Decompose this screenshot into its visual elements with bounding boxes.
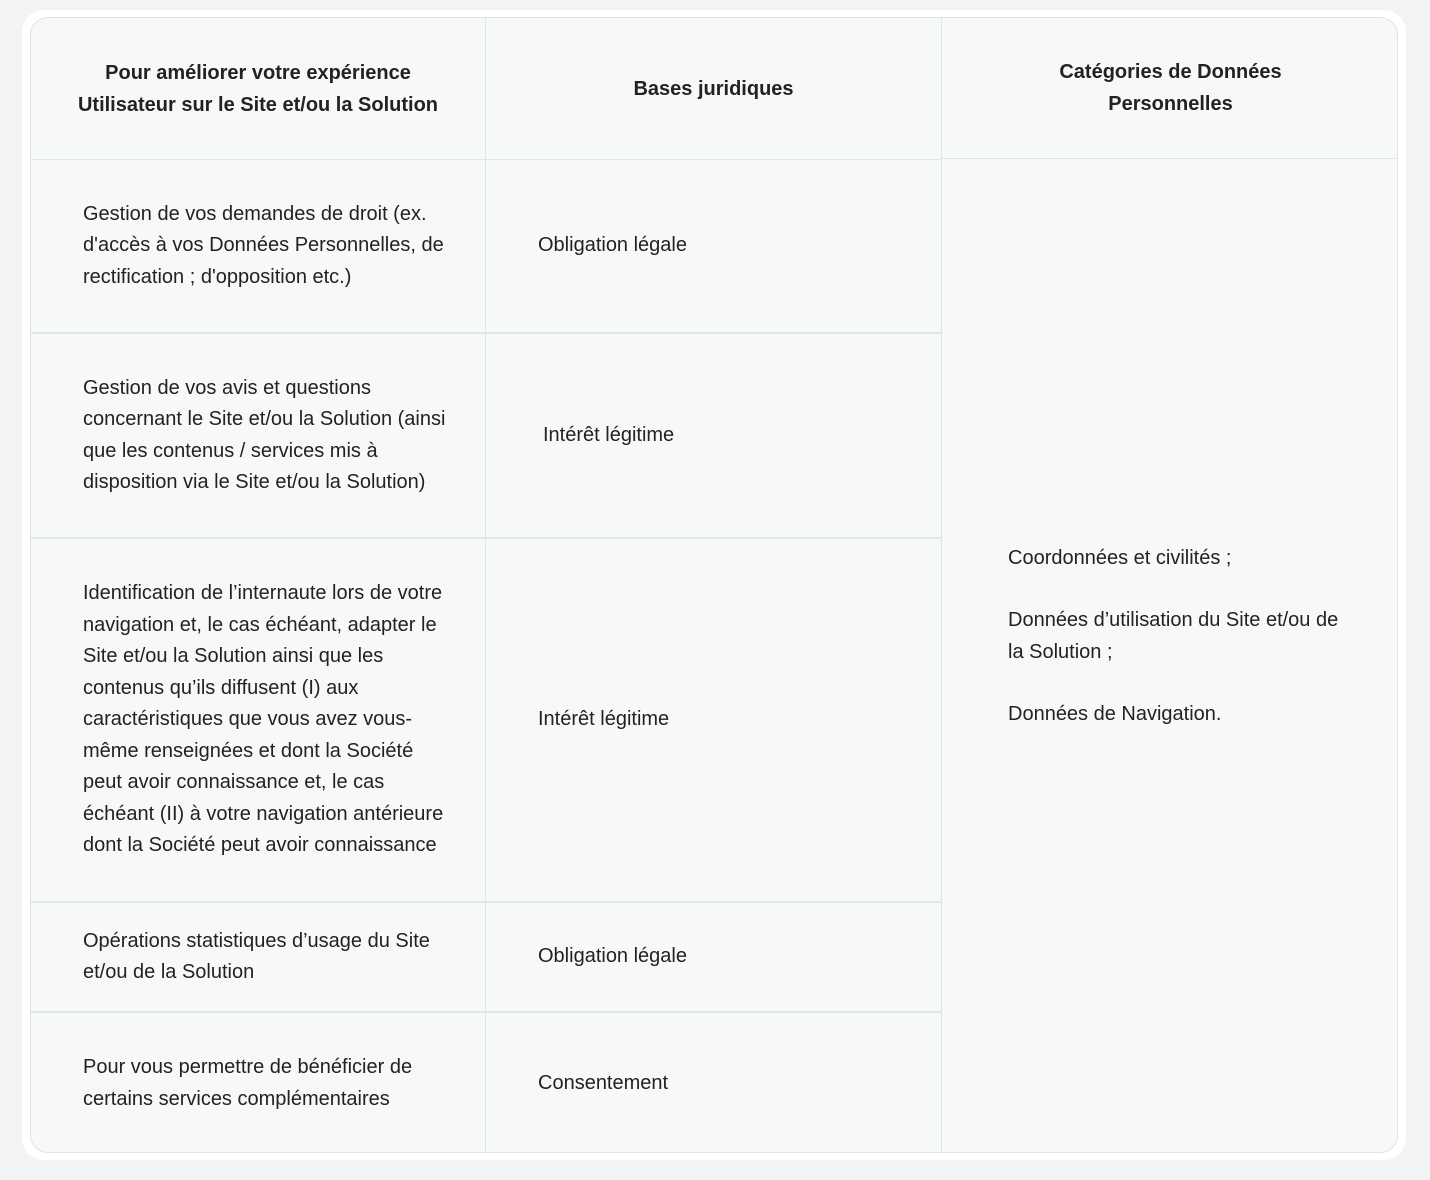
header-purpose-label: Pour améliorer votre expérience Utilisateur sur le Site et/ou la Solution — [77, 61, 439, 116]
table-row-purpose — [31, 160, 485, 332]
table-row-legal-basis — [486, 334, 941, 537]
header-purpose — [31, 18, 485, 159]
purpose-text: Gestion de vos avis et questions concernant le Site et/ou la Solution (ainsi que les contenus / services mis à disposition via le Site et/ou la Solution) — [83, 376, 446, 493]
legal-basis-text: Consentement — [538, 1071, 669, 1094]
table-row-purpose — [31, 1013, 485, 1153]
table-row-purpose — [31, 903, 485, 1011]
data-category-item: Coordonnées et civilités ; — [1008, 546, 1232, 569]
purpose-text: Pour vous permettre de bénéficier de certains services complémentaires — [83, 1056, 413, 1110]
header-data-categories-label: Catégories de Données Personnelles — [1059, 61, 1282, 115]
header-data-categories — [942, 18, 1398, 158]
legal-basis-text: Obligation légale — [538, 945, 687, 968]
legal-basis-text: Obligation légale — [538, 234, 687, 257]
table-row-purpose — [31, 334, 485, 537]
legal-basis-text: Intérêt légitime — [543, 423, 675, 446]
header-legal-basis-label: Bases juridiques — [633, 77, 794, 100]
table-row-purpose — [31, 539, 485, 901]
table-row-legal-basis — [486, 160, 941, 332]
data-category-item: Données d’utilisation du Site et/ou de la Solution ; — [1008, 609, 1339, 663]
header-legal-basis — [486, 18, 941, 159]
data-category-item: Données de Navigation. — [1008, 703, 1222, 725]
table-row-legal-basis — [486, 903, 941, 1011]
purpose-text: Identification de l’internaute lors de votre navigation et, le cas échéant, adapter le Site et/ou la Solution ainsi que les contenus qu’ils diffusent (I) aux caractéristiques que vous avez vous-même renseignées et dont la Société peut avoir connaissance et, le cas échéant (II) à votre navigation antérieure dont la Société peut avoir connaissance — [83, 582, 444, 857]
content-card — [22, 10, 1406, 1160]
table-row-legal-basis — [486, 539, 941, 901]
purpose-text: Opérations statistiques d’usage du Site et/ou de la Solution — [83, 929, 430, 983]
purposes-table — [30, 17, 1398, 1153]
purpose-text: Gestion de vos demandes de droit (ex. d'accès à vos Données Personnelles, de rectification ; d'opposition etc.) — [83, 202, 444, 288]
data-categories-cell — [942, 159, 1398, 1153]
table-row-legal-basis — [486, 1013, 941, 1153]
legal-basis-text: Intérêt légitime — [538, 708, 670, 731]
